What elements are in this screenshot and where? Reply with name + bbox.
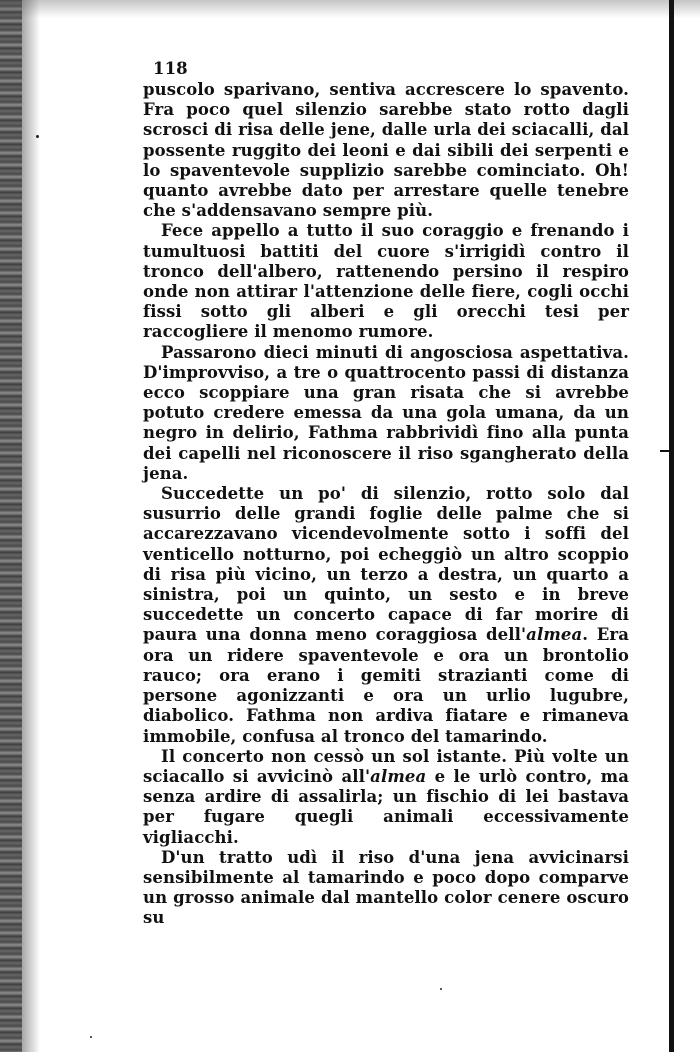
- italic-term: almea: [526, 625, 583, 645]
- scan-gutter-shadow: [22, 0, 40, 1052]
- page-number: 118: [153, 59, 188, 78]
- paragraph-text: D'un tratto udì il riso d'una jena avvicinarsi sensibilmente al tamarindo e poco dopo comparve un grosso animale dal mantello color cenere oscuro su: [143, 847, 629, 928]
- page-edge-mark: [660, 450, 672, 452]
- paragraph-text: e le urlò contro, ma senza ardire di assalirla; un fischio di lei bastava per fugare quegli animali eccessivamente vigliacchi.: [143, 766, 629, 847]
- paragraph-text: Passarono dieci minuti di angosciosa aspettativa. D'improvviso, a tre o quattrocento passi di distanza ecco scoppiare una gran risata che si avrebbe potuto credere emessa da una gola umana, da un negro in delirio, Fathma rabbrividì fino alla punta dei capelli nel riconoscere il riso sgangherato della jena.: [143, 342, 629, 483]
- paragraph: [143, 848, 629, 929]
- paragraph-text: Il concerto non cessò un sol istante. Più volte un sciacallo si avvicinò all': [143, 746, 629, 786]
- page-text-body: [143, 80, 629, 929]
- scan-gutter-left: [0, 0, 22, 1052]
- paragraph-text: puscolo sparivano, sentiva accrescere lo spavento. Fra poco quel silenzio sarebbe stato rotto dagli scrosci di risa delle jene, dalle urla dei sciacalli, dal possente ruggito dei leoni e dai sibili dei serpenti e lo spaventevole supplizio sarebbe cominciato. Oh! quanto avrebbe dato per arrestare quelle tenebre che s'addensavano sempre più.: [143, 80, 629, 221]
- paragraph: [143, 80, 629, 221]
- paragraph: [143, 221, 629, 342]
- paragraph: [143, 747, 629, 848]
- paragraph: [143, 343, 629, 484]
- scan-top-edge: [0, 0, 700, 18]
- italic-term: almea: [370, 766, 427, 786]
- book-page: [143, 58, 629, 929]
- paragraph-text: Succedette un po' di silenzio, rotto solo dal susurrio delle grandi foglie delle palme che si accarezzavano vicendevolmente sotto i soffi del venticello notturno, poi echeggiò un altro scoppio di risa più vicino, un terzo a destra, un quarto a sinistra, poi un quinto, un sesto e in breve succedette un concerto capace di far morire di paura una donna meno coraggiosa dell': [143, 484, 629, 645]
- page-right-edge-rule: [669, 0, 674, 1052]
- paragraph-text: Fece appello a tutto il suo coraggio e frenando i tumultuosi battiti del cuore s'irrigidì contro il tronco dell'albero, rattenendo persino il respiro onde non attirar l'attenzione delle fiere, cogli occhi fissi sotto gli alberi e gli orecchi tesi per raccogliere il menomo rumore.: [143, 221, 629, 342]
- paragraph: [143, 484, 629, 747]
- scan-speck: [440, 988, 442, 990]
- paragraph-text: . Era ora un ridere spaventevole e ora un brontolio rauco; ora erano i gemiti strazianti come di persone agonizzanti e ora un urlio lugubre, diabolico. Fathma non ardiva fiatare e rimaneva immobile, confusa al tronco del tamarindo.: [143, 625, 629, 746]
- scan-speck: [36, 135, 39, 138]
- scan-speck: [90, 1036, 92, 1038]
